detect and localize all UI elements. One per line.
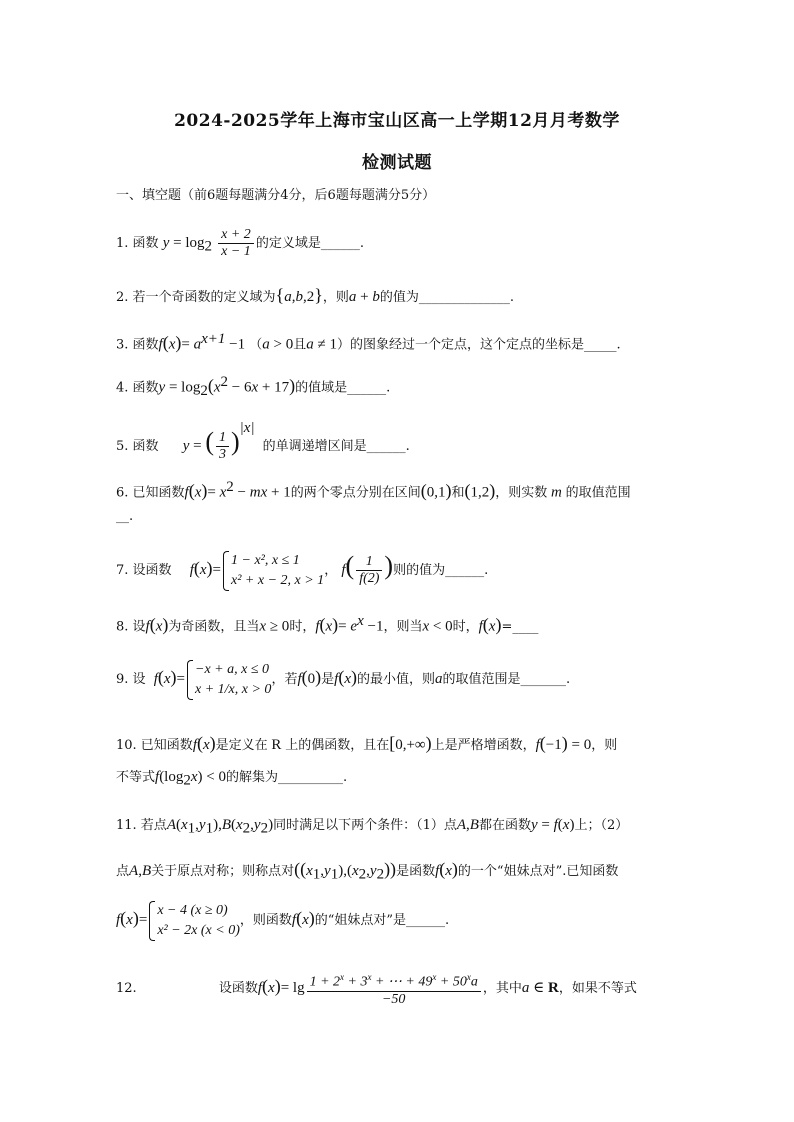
question-8: 8. 设f(x)为奇函数，且当x ≥ 0时，$f(x)= e^x -1$，则当x < 0时，f(x)=____ <box>116 613 539 635</box>
question-1: 1. 函数 $y = \log_2$ $\frac{x + 2}{x - 1}$ 的定义域是______. <box>116 227 364 259</box>
question-7: 7. 设函数 f(x)= 1 − x², x ≤ 1 x² + x − 2, x > 1 ， f( $\frac{1}{f(2)}$ )则的值为______. <box>116 536 686 601</box>
question-10: 10. 已知函数f(x)是定义在 R 上的偶函数，且在[0,+∞)上是严格增函数，f(−1) = 0，则 <box>116 733 618 753</box>
question-3: 3. 函数$f(x)= a^{x+1} -1$ （a > 0且a ≠ 1）的图象经过一个定点，这个定点的坐标是_____. <box>116 331 621 353</box>
question-9: 9. 设 f(x)= −x + a, x ≤ 0 x + 1/x, x > 0 ，若f(0)是f(x)的最小值，则a的取值范围是_______. <box>116 642 686 715</box>
question-11-line3: f(x)= x − 4 (x ≥ 0) x² − 2x (x < 0) ，则函数f(x)的“姐妹点对”是______. <box>116 893 686 946</box>
section-heading: 一、填空题（前6题每题满分4分，后6题每题满分5分） <box>116 188 436 203</box>
question-2: 2. 若一个奇函数的定义域为{a,b,2}，则a + b的值为______________. <box>116 285 514 305</box>
question-6: 6. 已知函数$f(x)= x^2$ − mx + 1的两个零点分别在区间(0,1)和(1,2)，则实数 m 的取值范围 <box>116 479 631 501</box>
question-6-tail: __. <box>116 509 134 524</box>
question-12: 12. 设函数f(x)= lg $\frac{1 + 2^x + 3^x + \cdots + 49^x + 50^xa}{-50}$ ，其中a ∈ R，如果不等式 <box>116 958 686 1017</box>
page-subtitle: 检测试题 <box>362 153 432 173</box>
question-11: 11. 若点$A(x_1,y_1),B(x_2,y_2)$同时满足以下两个条件：（1）点A,B都在函数y = f(x)上；（2） <box>116 817 629 837</box>
question-10-line2: 不等式$f(\log_2x) < 0$的解集为__________. <box>116 769 348 789</box>
question-4: 4. 函数$y = \log_2(x^2 - 6x + 17)$的值域是______. <box>116 374 391 399</box>
page-title: 2024-2025学年上海市宝山区高一上学期12月月考数学 <box>174 111 620 131</box>
question-11-line2: 点A,B关于原点对称；则称点对$((x_1,y_1),(x_2,y_2))$是函数f(x)的一个“姐妹点对”.已知函数 <box>116 859 619 883</box>
question-5: 5. 函数 y = ( $\frac{1}{3}$ )$^{|x|}$的单调递增区间是______. <box>116 420 410 462</box>
